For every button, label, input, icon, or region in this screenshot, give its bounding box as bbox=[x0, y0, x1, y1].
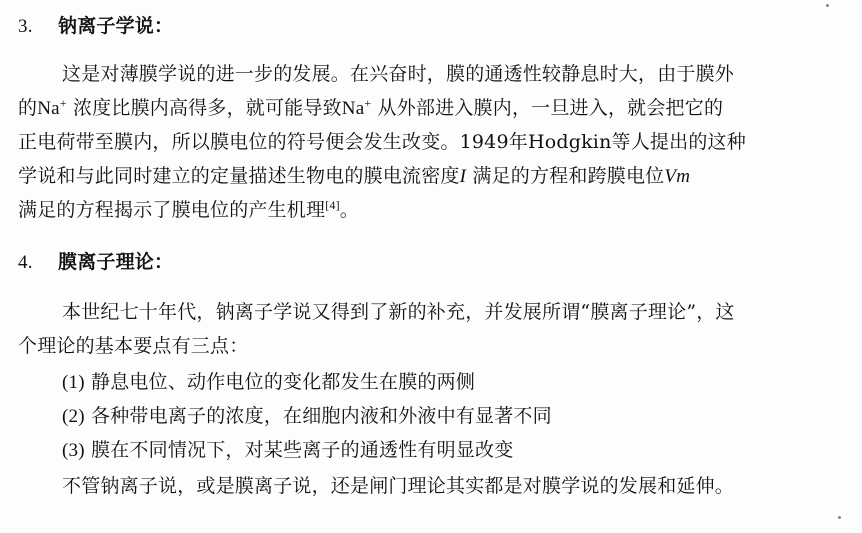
paragraph-1-line-3: 正电荷带至膜内，所以膜电位的符号便会发生改变。1949年Hodgkin等人提出的这种 bbox=[18, 131, 746, 153]
paragraph-1-line-5 bbox=[18, 198, 359, 222]
paragraph-1-line-1: 这是对薄膜学说的进一步的发展。在兴奋时，膜的通透性较静息时大，由于膜外 bbox=[62, 63, 735, 85]
section-3-heading bbox=[18, 14, 173, 39]
list-marker: (3) bbox=[62, 440, 85, 461]
section-4-number: 4. bbox=[18, 252, 33, 273]
current-density-variable: I bbox=[459, 166, 467, 187]
reference-marker: [4] bbox=[325, 198, 340, 212]
text-fragment: 。 bbox=[339, 199, 359, 221]
list-marker: (2) bbox=[62, 406, 85, 427]
paragraph-1-line-2 bbox=[18, 96, 723, 121]
paragraph-2-line-2: 个理论的基本要点有三点： bbox=[18, 335, 249, 357]
list-item bbox=[62, 404, 552, 429]
text-fragment: 满足的方程揭示了膜电位的产生机理 bbox=[18, 199, 326, 221]
paragraph-2-line-1: 本世纪七十年代，钠离子学说又得到了新的补充，并发展所谓“膜离子理论”，这 bbox=[62, 301, 735, 323]
text-fragment: 浓度比膜内高得多，就可能导致 bbox=[66, 97, 342, 119]
text-fragment: 从外部进入膜内，一旦进入，就会把它的 bbox=[371, 97, 724, 119]
list-text: 膜在不同情况下，对某些离子的通透性有明显改变 bbox=[91, 439, 514, 461]
scan-speck bbox=[838, 516, 841, 519]
conclusion-line: 不管钠离子说，或是膜离子说，还是闸门理论其实都是对膜学说的发展和延伸。 bbox=[62, 475, 735, 497]
section-4-title: 膜离子理论： bbox=[58, 251, 174, 273]
list-item bbox=[62, 370, 475, 395]
charge-plus: + bbox=[59, 96, 67, 110]
list-text: 静息电位、动作电位的变化都发生在膜的两侧 bbox=[91, 371, 476, 393]
section-4-heading bbox=[18, 250, 173, 275]
text-fragment: 的 bbox=[18, 97, 38, 119]
scan-speck bbox=[826, 4, 829, 7]
paragraph-1-line-4 bbox=[18, 164, 690, 189]
list-marker: (1) bbox=[62, 372, 85, 393]
list-text: 各种带电离子的浓度，在细胞内液和外液中有显著不同 bbox=[91, 405, 552, 427]
sodium-symbol: Na bbox=[341, 98, 365, 119]
sodium-symbol: Na bbox=[37, 98, 60, 119]
membrane-potential-variable: Vm bbox=[664, 166, 691, 187]
section-3-title: 钠离子学说： bbox=[58, 15, 174, 37]
text-fragment: 满足的方程和跨膜电位 bbox=[466, 165, 665, 187]
text-fragment: 学说和与此同时建立的定量描述生物电的膜电流密度 bbox=[18, 165, 460, 187]
section-3-number: 3. bbox=[18, 16, 33, 37]
list-item bbox=[62, 438, 513, 463]
charge-plus: + bbox=[364, 96, 372, 110]
